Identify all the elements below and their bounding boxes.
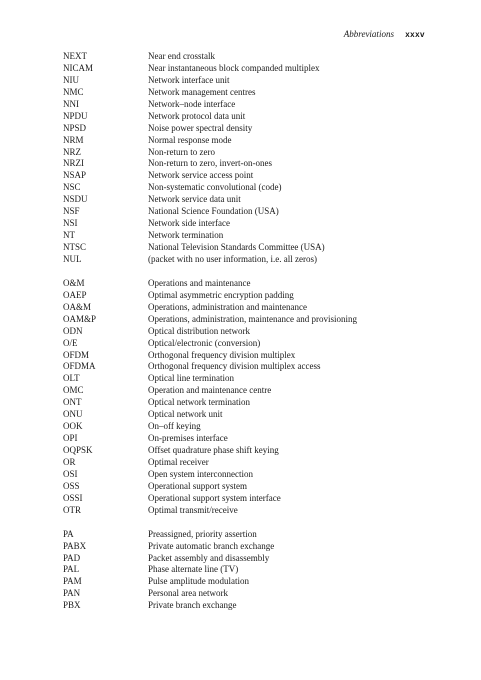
section-title: Abbreviations bbox=[343, 29, 394, 39]
running-head bbox=[344, 28, 425, 41]
abbreviation-definition: Optical line termination bbox=[148, 373, 234, 384]
abbreviation-entry bbox=[63, 361, 463, 373]
abbreviation-term: OFDMA bbox=[63, 361, 96, 372]
abbreviation-entry bbox=[63, 123, 463, 135]
abbreviation-term: NSDU bbox=[63, 194, 88, 205]
page-number: xxxv bbox=[405, 30, 425, 39]
abbreviation-term: NIU bbox=[63, 74, 79, 85]
abbreviation-definition: On-premises interface bbox=[148, 433, 228, 444]
abbreviation-definition: Optimal receiver bbox=[148, 456, 209, 467]
abbreviation-definition: Near instantaneous block companded multiplex bbox=[148, 62, 320, 73]
abbreviation-entry bbox=[63, 51, 463, 63]
abbreviation-term: OQPSK bbox=[63, 445, 93, 455]
abbreviation-entry bbox=[63, 564, 463, 576]
abbreviation-definition: Network interface unit bbox=[148, 74, 230, 85]
abbreviation-entry bbox=[63, 409, 463, 421]
abbreviation-term: OR bbox=[63, 456, 76, 467]
abbreviation-entry bbox=[63, 254, 463, 266]
abbreviation-definition: Non-systematic convolutional (code) bbox=[148, 182, 282, 193]
abbreviation-definition: National Television Standards Committee (USA) bbox=[148, 242, 325, 252]
abbreviation-definition: (packet with no user information, i.e. all zeros) bbox=[148, 253, 317, 264]
abbreviation-entry bbox=[63, 230, 463, 242]
abbreviation-entry bbox=[63, 99, 463, 111]
abbreviation-entry bbox=[63, 445, 463, 457]
abbreviation-entry bbox=[63, 338, 463, 350]
abbreviation-entry bbox=[63, 541, 463, 553]
abbreviation-entry bbox=[63, 135, 463, 147]
abbreviation-term: PABX bbox=[63, 540, 87, 551]
abbreviation-definition: Non-return to zero, invert-on-ones bbox=[148, 158, 272, 169]
abbreviation-definition: Private branch exchange bbox=[148, 600, 237, 611]
abbreviation-entry bbox=[63, 242, 463, 254]
abbreviation-term: NSF bbox=[63, 206, 80, 217]
abbreviation-definition: Network management centres bbox=[148, 86, 256, 97]
abbreviation-definition: Optical network unit bbox=[148, 409, 223, 420]
abbreviation-term: O/E bbox=[63, 337, 78, 348]
abbreviation-definition: Pulse amplitude modulation bbox=[148, 576, 249, 587]
abbreviation-entry bbox=[63, 421, 463, 433]
abbreviation-definition: Phase alternate line (TV) bbox=[148, 564, 239, 575]
abbreviation-term: PBX bbox=[63, 600, 81, 611]
abbreviation-definition: Packet assembly and disassembly bbox=[148, 552, 270, 563]
abbreviation-entry bbox=[63, 493, 463, 505]
abbreviation-definition: Private automatic branch exchange bbox=[148, 540, 275, 551]
abbreviation-list bbox=[63, 51, 463, 612]
abbreviation-entry bbox=[63, 505, 463, 517]
abbreviation-entry bbox=[63, 206, 463, 218]
abbreviation-term: NSI bbox=[63, 218, 78, 229]
abbreviation-definition: Normal response mode bbox=[148, 134, 232, 145]
abbreviation-term: NRM bbox=[63, 134, 84, 145]
abbreviation-definition: Network service access point bbox=[148, 170, 254, 181]
abbreviation-term: NRZI bbox=[63, 158, 84, 169]
abbreviation-definition: Operational support system interface bbox=[148, 492, 281, 503]
abbreviation-definition: Optical/electronic (conversion) bbox=[148, 337, 261, 348]
abbreviation-group bbox=[63, 278, 463, 517]
abbreviation-definition: Optical network termination bbox=[148, 397, 250, 408]
abbreviation-definition: Network service data unit bbox=[148, 194, 241, 205]
abbreviation-term: OTR bbox=[63, 504, 81, 515]
abbreviation-definition: Operation and maintenance centre bbox=[148, 385, 272, 396]
abbreviation-definition: Operations, administration and maintenance bbox=[148, 301, 307, 312]
abbreviation-entry bbox=[63, 314, 463, 326]
abbreviation-definition: Open system interconnection bbox=[148, 468, 253, 479]
abbreviation-term: OAEP bbox=[63, 289, 87, 300]
abbreviation-entry bbox=[63, 302, 463, 314]
abbreviation-definition: Personal area network bbox=[148, 588, 228, 599]
abbreviation-definition: National Science Foundation (USA) bbox=[148, 206, 279, 217]
abbreviation-term: OPI bbox=[63, 433, 78, 444]
abbreviation-definition: Noise power spectral density bbox=[148, 122, 253, 133]
abbreviation-term: OAM&P bbox=[63, 313, 97, 324]
abbreviation-entry bbox=[63, 158, 463, 170]
abbreviation-term: PAD bbox=[63, 552, 81, 563]
abbreviation-term: PAL bbox=[63, 564, 80, 575]
abbreviation-group bbox=[63, 51, 463, 266]
abbreviation-entry bbox=[63, 75, 463, 87]
abbreviation-definition: Network–node interface bbox=[148, 98, 236, 109]
abbreviation-definition: Operations and maintenance bbox=[148, 277, 251, 288]
abbreviation-entry bbox=[63, 326, 463, 338]
abbreviation-entry bbox=[63, 553, 463, 565]
abbreviation-term: NMC bbox=[63, 86, 84, 97]
abbreviation-term: NSAP bbox=[63, 170, 87, 181]
abbreviation-entry bbox=[63, 373, 463, 385]
abbreviation-term: O&M bbox=[63, 277, 85, 288]
abbreviation-entry bbox=[63, 63, 463, 75]
abbreviation-term: OLT bbox=[63, 373, 80, 384]
abbreviation-definition: Network protocol data unit bbox=[148, 110, 246, 121]
abbreviation-entry bbox=[63, 194, 463, 206]
abbreviation-definition: Optimal transmit/receive bbox=[148, 504, 238, 515]
abbreviation-entry bbox=[63, 350, 463, 362]
abbreviation-term: NTSC bbox=[63, 242, 87, 252]
abbreviation-entry bbox=[63, 182, 463, 194]
abbreviation-definition: Offset quadrature phase shift keying bbox=[148, 445, 279, 455]
abbreviation-term: ONT bbox=[63, 397, 82, 408]
abbreviation-term: OMC bbox=[63, 385, 84, 396]
abbreviation-entry bbox=[63, 278, 463, 290]
abbreviation-term: NPSD bbox=[63, 122, 87, 133]
abbreviation-term: ONU bbox=[63, 409, 83, 420]
abbreviation-entry bbox=[63, 147, 463, 159]
abbreviation-term: PAM bbox=[63, 576, 82, 587]
abbreviation-term: ODN bbox=[63, 325, 83, 336]
abbreviation-entry bbox=[63, 457, 463, 469]
abbreviation-definition: Optical distribution network bbox=[148, 325, 250, 336]
abbreviation-term: OOK bbox=[63, 421, 83, 432]
abbreviation-definition: Operations, administration, maintenance and provisioning bbox=[148, 313, 357, 324]
abbreviation-term: NPDU bbox=[63, 110, 88, 121]
abbreviation-definition: Optimal asymmetric encryption padding bbox=[148, 289, 294, 300]
abbreviation-term: OSSI bbox=[63, 492, 83, 503]
abbreviation-term: NUL bbox=[63, 253, 82, 264]
abbreviation-term: NEXT bbox=[63, 51, 87, 61]
abbreviation-entry bbox=[63, 469, 463, 481]
abbreviation-entry bbox=[63, 290, 463, 302]
abbreviation-term: OFDM bbox=[63, 349, 90, 360]
abbreviation-definition: Operational support system bbox=[148, 480, 247, 491]
abbreviation-entry bbox=[63, 385, 463, 397]
abbreviation-term: NNI bbox=[63, 98, 79, 109]
abbreviation-definition: Non-return to zero bbox=[148, 146, 215, 157]
abbreviation-entry bbox=[63, 576, 463, 588]
abbreviation-entry bbox=[63, 481, 463, 493]
abbreviation-term: NT bbox=[63, 230, 75, 241]
abbreviation-term: PAN bbox=[63, 588, 81, 599]
abbreviation-definition: Orthogonal frequency division multiplex access bbox=[148, 361, 321, 372]
abbreviation-entry bbox=[63, 433, 463, 445]
abbreviation-entry bbox=[63, 170, 463, 182]
abbreviation-term: PA bbox=[63, 528, 74, 539]
abbreviation-definition: Near end crosstalk bbox=[148, 51, 215, 61]
abbreviation-term: NRZ bbox=[63, 146, 81, 157]
abbreviation-entry bbox=[63, 397, 463, 409]
abbreviation-entry bbox=[63, 600, 463, 612]
abbreviation-entry bbox=[63, 111, 463, 123]
abbreviation-definition: Network side interface bbox=[148, 218, 230, 229]
abbreviation-definition: On–off keying bbox=[148, 421, 201, 432]
abbreviation-definition: Preassigned, priority assertion bbox=[148, 528, 257, 539]
abbreviation-term: OSI bbox=[63, 468, 78, 479]
abbreviation-term: OA&M bbox=[63, 301, 92, 312]
abbreviation-definition: Orthogonal frequency division multiplex bbox=[148, 349, 296, 360]
abbreviation-entry bbox=[63, 588, 463, 600]
abbreviation-entry bbox=[63, 218, 463, 230]
abbreviation-term: NICAM bbox=[63, 62, 94, 73]
abbreviation-entry bbox=[63, 529, 463, 541]
abbreviation-definition: Network termination bbox=[148, 230, 224, 241]
abbreviation-term: NSC bbox=[63, 182, 81, 193]
abbreviation-group bbox=[63, 529, 463, 613]
abbreviation-entry bbox=[63, 87, 463, 99]
abbreviation-term: OSS bbox=[63, 480, 80, 491]
